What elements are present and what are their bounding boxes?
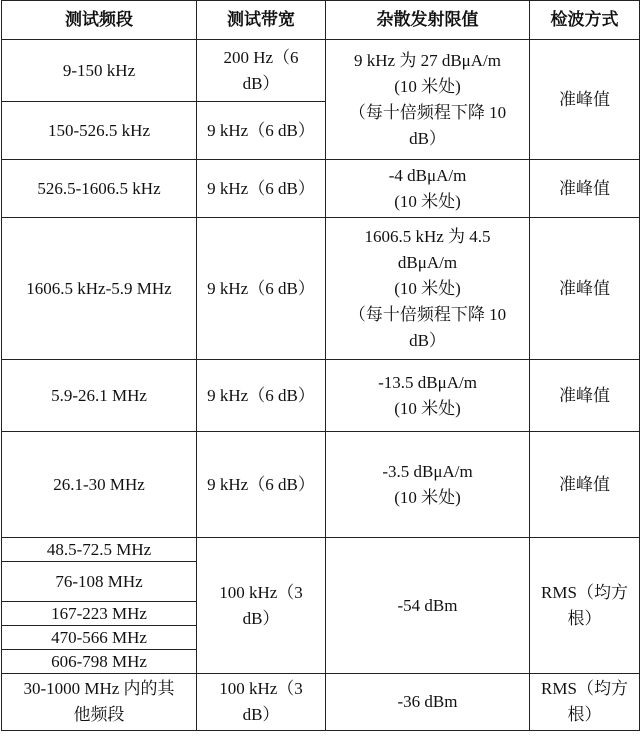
limit-line: （每十倍频程下降 10 — [348, 102, 507, 122]
bandwidth-line: 100 kHz（3 — [219, 679, 303, 698]
header-spurious-limit: 杂散发射限值 — [326, 1, 530, 40]
bandwidth-cell: 9 kHz（6 dB） — [197, 432, 326, 538]
detection-line: 根） — [567, 705, 602, 724]
bandwidth-line: 200 Hz（6 — [223, 47, 299, 67]
detection-cell — [530, 538, 640, 674]
detection-cell: 准峰值 — [530, 360, 640, 432]
detection-cell: 准峰值 — [530, 218, 640, 360]
limit-cell: -36 dBm — [326, 674, 530, 731]
band-cell: 76-108 MHz — [2, 562, 197, 602]
band-line: 他频段 — [73, 705, 125, 724]
band-cell: 48.5-72.5 MHz — [2, 538, 197, 562]
band-line: 30-1000 MHz 内的其 — [23, 679, 175, 698]
limit-line: dB） — [409, 128, 446, 148]
bandwidth-cell — [197, 674, 326, 731]
limit-line: (10 米处) — [394, 487, 461, 507]
limit-cell — [326, 432, 530, 538]
limit-line: 1606.5 kHz 为 4.5 — [364, 226, 491, 246]
detection-line: RMS（均方 — [541, 679, 628, 698]
detection-line: 根） — [567, 608, 602, 628]
bandwidth-cell: 9 kHz（6 dB） — [197, 160, 326, 218]
band-cell: 470-566 MHz — [2, 626, 197, 650]
limit-cell — [326, 160, 530, 218]
bandwidth-cell — [197, 40, 326, 102]
band-cell: 167-223 MHz — [2, 602, 197, 626]
band-cell: 150-526.5 kHz — [2, 102, 197, 160]
detection-cell — [530, 674, 640, 731]
table-row — [2, 218, 640, 360]
band-cell — [2, 674, 197, 731]
bandwidth-cell: 9 kHz（6 dB） — [197, 102, 326, 160]
limit-cell — [326, 40, 530, 160]
limit-line: -4 dBμA/m — [388, 165, 467, 185]
band-cell: 526.5-1606.5 kHz — [2, 160, 197, 218]
limit-line: (10 米处) — [394, 76, 461, 96]
limit-line: dB） — [409, 330, 446, 350]
band-cell: 5.9-26.1 MHz — [2, 360, 197, 432]
emission-limits-table — [1, 0, 640, 731]
limit-cell — [326, 360, 530, 432]
band-cell: 606-798 MHz — [2, 650, 197, 674]
table-row — [2, 40, 640, 102]
detection-cell: 准峰值 — [530, 432, 640, 538]
limit-line: -3.5 dBμA/m — [382, 461, 473, 481]
bandwidth-line: 100 kHz（3 — [219, 582, 303, 602]
header-test-bandwidth: 测试带宽 — [197, 1, 326, 40]
header-detection-mode: 检波方式 — [530, 1, 640, 40]
table-row — [2, 360, 640, 432]
band-cell: 1606.5 kHz-5.9 MHz — [2, 218, 197, 360]
limit-line: -13.5 dBμA/m — [378, 372, 477, 392]
table-row — [2, 538, 640, 562]
detection-cell: 准峰值 — [530, 40, 640, 160]
table-row — [2, 674, 640, 731]
limit-line: (10 米处) — [394, 278, 461, 298]
band-cell: 26.1-30 MHz — [2, 432, 197, 538]
bandwidth-line: dB） — [242, 608, 280, 628]
detection-cell: 准峰值 — [530, 160, 640, 218]
limit-line: (10 米处) — [394, 191, 461, 211]
limit-line: (10 米处) — [394, 398, 461, 418]
bandwidth-cell — [197, 538, 326, 674]
bandwidth-cell: 9 kHz（6 dB） — [197, 218, 326, 360]
bandwidth-cell: 9 kHz（6 dB） — [197, 360, 326, 432]
limit-cell: -54 dBm — [326, 538, 530, 674]
detection-line: RMS（均方 — [541, 582, 628, 602]
limit-line: 9 kHz 为 27 dBμA/m — [354, 50, 501, 70]
table-row — [2, 160, 640, 218]
header-row — [2, 1, 640, 40]
bandwidth-line: dB） — [242, 73, 280, 93]
bandwidth-line: dB） — [242, 705, 280, 724]
limit-line: （每十倍频程下降 10 — [348, 304, 507, 324]
band-cell: 9-150 kHz — [2, 40, 197, 102]
limit-cell — [326, 218, 530, 360]
header-test-band: 测试频段 — [2, 1, 197, 40]
limit-line: dBμA/m — [397, 252, 458, 272]
table-row — [2, 432, 640, 538]
